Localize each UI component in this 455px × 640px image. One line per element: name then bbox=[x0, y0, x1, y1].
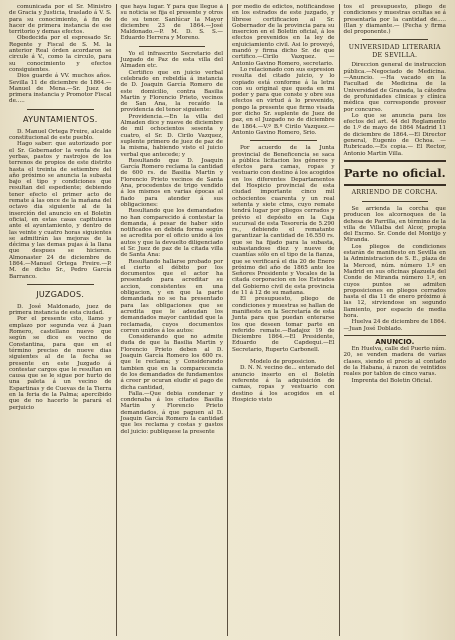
parte-no-oficial-heading: Parte no oficial. bbox=[343, 165, 446, 180]
column-4 bbox=[339, 4, 451, 636]
divider bbox=[27, 284, 94, 285]
beneficencia-text: Por acuerdo de la Junta provincial de Beneficencia se saca á pública licitacion los géneros y efectos para camas, ropas y vestuario con destino á los acogidos en los diferentes Departamentos del Hospicio provincial de esta ciudad importante cinco mil ochocientos cuarenta y un real setenta y siete ctms, cuyo remate tendrá lugar por pliegos cerrados y prévio el depósito en la Caja sucursal de esta Tesorería de 5.290 rs., debiendo el rematante garantizar la cantidad de 16.550 rs. que se ha fijado para la subasta, subastandose diez y nueve de cuantías sólo en el tipo de la fianza, que se verificará el dia 20 de Enero próximo del año de 1865 ante los Señores Presidente y Vocales de la citada corporacion en los Estrados del Gobierno civil de esta provincia de 11 á 12 de su mañana. bbox=[232, 145, 335, 297]
resultando-text: Resultando que D. Joaquin García Romero reclama la cantidad de 600 rs. de Basilia Martin y Florencio Prieto vecinos de Santa Ana, procedentes de trigo vendido á los mismos en varias épocas al fiado para atender á sus obligaciones: bbox=[120, 157, 223, 208]
universidad-text: Direccion general de instruccion pública.—Negociado de Medicina.—Anuncio. —Ha vacado en la Facultad de Medicina de la Universidad de Granada, la cátedra de profunidades clinicas y clínica médica que corresponde proveer por concurso. bbox=[343, 62, 446, 113]
presupuesto-text: El presupuesto, pliego de condiciones y muestras se hallan de manifiesto en la Secretaría de esta Junta para que puedan enterarse los que deseen tomar parte en referido remate.—Badajoz 19 de Diciembre 1864.—El Presidente, Eduardo de Capdequi.—El Secretario, Ruperto Carbonell. bbox=[232, 296, 335, 353]
official-text: comunicada por el Sr. Ministro de Gracia y Justicia, traslado á V. S. para su conocimiento, á fin de hacer de primera instancia de ese territorio y demas efectos. bbox=[9, 4, 112, 36]
juzgado-continued: que haya lugar. Y para que llegue á su noticia se fija el presente y otros de su tenor. Sanlúcar la Mayor diciembre 23 de 1864.—José Maldonado.—P. M. D. S. S.—Eduardo Herrera y Moreno. bbox=[120, 4, 223, 42]
ayuntamiento-text: Hago saber: que autorizado por el Sr. Gobernador la venta de las yerbas, pastos y rastrojos de los terrenos de propios de este distrito hasta el treinta de setiembre del año próximo se anuncia la subasta bajo el tipo y condiciones que resultan del espediente; debiendo tener efecto el primer acto de remate á las once de la mañana del octavo dia siguiente al de la inserción del anuncio en el Boletin oficial, en estas casas capitulares ante el ayuntamiento, y dentro de las veinte y cuatro horas siguientes se admitirán las mejoras de la décima y las demas pujas á la llana que despues se hicieren. Almonaster 24 de diciembre de 1864.—Manuel Ortega Freire.—P. M. de dicho Sr., Pedro García Barranco. bbox=[9, 141, 112, 280]
imprenta-footer: Imprenta del Boletin Oficial. bbox=[351, 377, 433, 384]
resultando-text: Resultando hallarse probado por el cierto el débito por los documentos que el actor ha presentado para acreditar su accion, consistentes en una obligacion, y en que la parte demandada no se ha presentado para las obligaciones que se acredita que le adeudan los demandados mayor cantidad que la reclamada, cuyos documentos corren unidos á los autos: bbox=[120, 258, 223, 334]
considerando-text: Considerando que no admite duda de que la Basilia Martin y Florencio Prieto deben al D. Joaquin García Romero los 600 rs. que le reclama; y Considerando tambien que en la comparecencia de los demandados de fundamentos á creer pr ocuran eludir el pago de dicha cantidad, bbox=[120, 334, 223, 391]
divider bbox=[27, 109, 94, 110]
juzgado-text: Por el presente cito, llamo y emplazo por segunda vez á Juan Romero, castellano nuevo que según se dice es vecino de Constantina, para que en el término preciso de nueve dias siguientes al de la fecha se presente en este Juzgado á contestar cargos que le resultan en causa que se le sigue por hurto de una paleta á un vecino de Espartinas y de Cuevas de la Tierra en la feria de la Palma; apercibido que de no hacerlo le parará el perjuicio bbox=[9, 316, 112, 411]
official-text: Dios guarde á VV. muchos años. Sevilla 11 de diciembre de 1864.—Manuel de Mena.—Sr. Juez de primera instancia y Promotor Fiscal de..... bbox=[9, 73, 112, 105]
relacionado-text: Lo relacionado con sus espresion resulta del citado juicio, y lo copiado está conforme á la letra con su original que queda en mi poder y para que conste y obre sus efectos en virtud á lo prevenido, pongo la presente que firmo visada por dicho Sr. suplente de Juez de paz, en el Juzgado no de diciembre de 1864.—V.º B.º Cirilo Vazquez.—Antonio Gavino Romero, Srio. bbox=[232, 66, 335, 136]
section-heading-juzgados: JUZGADOS. bbox=[36, 289, 85, 299]
divider bbox=[362, 39, 429, 40]
certifico-intro: Yo el infrascrito Secretario del Juzgado de Paz de esta villa del Almaden etc. bbox=[120, 50, 223, 70]
arriendo-text: Se arrienda la corcha que producen los alcornoques de la dehesa de Parrilla, en término de la villa de Villalba del Alcor, propia del Excmo. Sr. Conde del Montijo y Miranda. bbox=[343, 205, 446, 244]
universidad-text: Lo que se anuncia para los efectos del art. 44 del Reglamento de 1.º de mayo de 1864 Madrid 11 de diciembre de 1864.—El Director general, Eugenio de Ochoa. —Rubricado.—Es copia.— El Rector, Antonio Martin Villa. bbox=[343, 112, 446, 157]
official-text: Obedecida por el espresado Sr. Regente y Fiscal de S. M. la anterior Real órden acordaron se circule á V., como la circulo, para su conocimiento y efectos consiguientes. bbox=[9, 35, 112, 73]
anuncio-text: En Huelva, calle del Puerto núm. 20, se venden madera de varias clases, siendo el precio al contado de la Habana, á razon de veintidos reales por tablon de cinco varas. bbox=[343, 346, 446, 378]
arriendo-text: Los pliegos de condiciones estarán de manifiesto en Sevilla en la Administracion de S. E., plaza de la Merced, núm. número 1.º en Madrid en sus oficinas plazuela del Conde de Miranda número 1.º, en cuyos puntos se admiten proposiciones en pliegos cerrados hasta el dia 11 de enero próximo á las 12, sirviendose sn segundo llamiento, por espacio de media hora. bbox=[343, 243, 446, 319]
modelo-title: Modelo de proposicion. bbox=[250, 359, 317, 366]
divider bbox=[362, 201, 429, 202]
double-divider bbox=[344, 160, 447, 162]
section-heading-ayuntamientos: AYUNTAMIENTOS. bbox=[22, 114, 98, 124]
arriendo-text: Huelva 24 de diciembre de 1864.—Juan José Doblado. bbox=[343, 319, 446, 332]
divider bbox=[139, 46, 206, 47]
falla-text: Falla.—Que debia condenar y condenaba á los citados Basilia Martin y Florencio Prieto demandados, á que paguen al D. Joaquin García Romero la cantidad que les reclama y costas y gastos del juicio: publiquese la presente bbox=[120, 390, 223, 435]
anuncio-heading: ANUNCIO. bbox=[375, 337, 415, 346]
divider bbox=[250, 140, 317, 141]
resultando-text: Resultando que los demandados no han comparecido á contestar la demanda, á pesar de haber sido notificados en debida forma según se acredita por el oficio unido á los autos y que la devuelto diligenciado el Sr. Juez de paz de la citada villa de Santa Ana: bbox=[120, 208, 223, 259]
column-3 bbox=[227, 4, 339, 636]
arriendo-heading: ARRIENDO DE CORCHA. bbox=[351, 188, 438, 196]
edicto-continued: por medio de edictos, notificándose en los estrados de este juzgado, y líbrese certificacion al Sr. Gobernador de la provincia para su insercion en el Boletin oficial, á los efectos prevenidos en la ley de enjuiciamiento civil. Asi lo proveyó, mandó y firma dicho Sr. de que certifico.—Cirilo Vazquez. —Antonio Gavino Romero, secretario. bbox=[232, 4, 335, 67]
modelo-text: D. N. N. vecino de... enterado del anuncio inserto en el Boletín referente á la adquisición de camas, ropas y vestuario con destino á los acogidos en el Hospicio visto bbox=[232, 365, 335, 403]
modelo-continued: tos el presupuesto, pliego de condiciones y muestras ocultas se á presentarla por la cantidad de.....(Ilan y diamante.— (Fecha y firma del proponente.) bbox=[343, 4, 446, 36]
certifico-text: Certifico que en juicio verbal celebrado en rebeldía á instancia de D. Joaquin García Romero de este domicilio, contra Basilia Martin y Florencio Prieto, vecinos de San Ana, la recaído la providencia del tenor siguiente: bbox=[120, 69, 223, 114]
juzgado-intro: D. José Maldonado, juez de primera instancia de esta ciudad. bbox=[9, 303, 112, 317]
providencia-text: Providencia.—En la villa del Almaden dice y nueve de diciembre de mil ochocientos sesenta y cuatro, el Sr. D. Cirilo Vazquez, suplente primero de juez de paz de la misma, habiendo visto el juicio verbal que antecede; y bbox=[120, 113, 223, 158]
double-divider bbox=[344, 184, 447, 186]
column-container bbox=[5, 4, 450, 636]
divider bbox=[344, 335, 447, 336]
column-1 bbox=[5, 4, 116, 636]
column-2 bbox=[116, 4, 228, 636]
ayuntamiento-intro: D. Manuel Ortega Freire, alcalde constitucional de este pueblo. bbox=[9, 128, 112, 142]
universidad-heading: UNIVERSIDAD LITERARIA DE SEVILLA. bbox=[348, 44, 441, 60]
